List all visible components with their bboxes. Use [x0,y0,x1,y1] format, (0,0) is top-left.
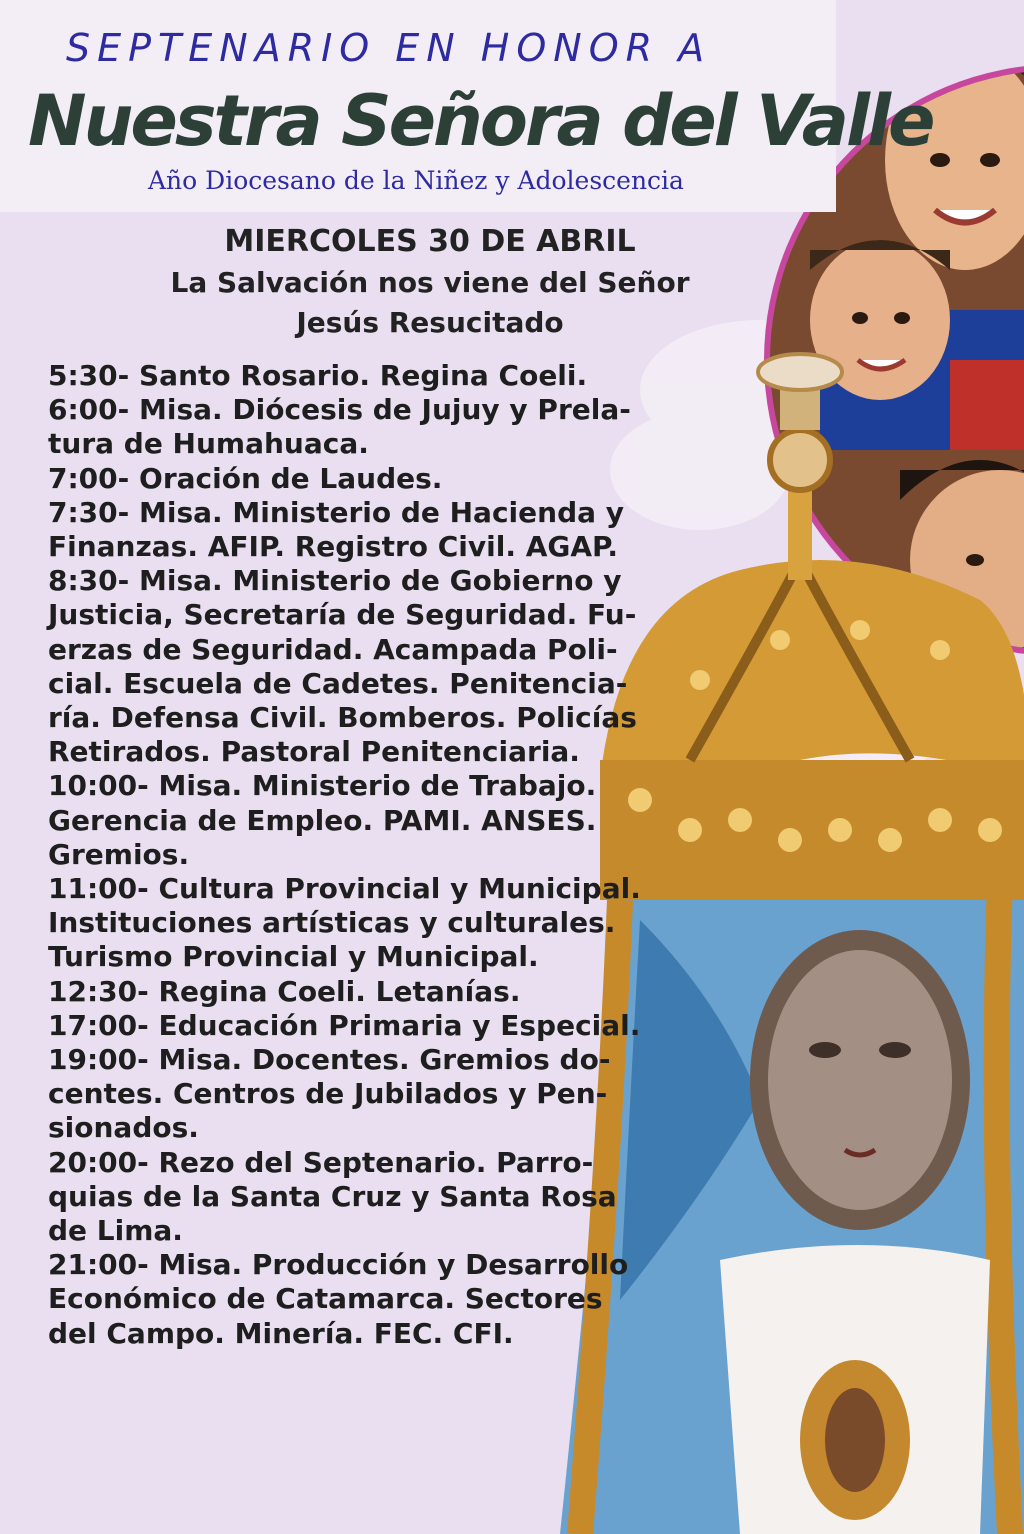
day-theme-line2: Jesús Resucitado [296,306,564,339]
header-subtitle: Año Diocesano de la Niñez y Adolescencia [148,166,684,195]
header-title: Nuestra Señora del Valle [28,80,933,162]
schedule-entry: 10:00- Misa. Ministerio de Trabajo. Gerencia de Empleo. PAMI. ANSES. Gremios. [48,769,597,871]
schedule-entry: 19:00- Misa. Docentes. Gremios do- centes. Centros de Jubilados y Pen- sionados. [48,1043,611,1145]
schedule-entry: 5:30- Santo Rosario. Regina Coeli. [48,359,588,392]
schedule-entry: 8:30- Misa. Ministerio de Gobierno y Justicia, Secretaría de Seguridad. Fu- erzas de Seguridad. Acampada Poli- cial. Escuela de Cadetes. Penitencia- ría. Defensa Civil. Bomberos. Policías Retirados. Pastoral Penitenciaria. [48,564,637,769]
schedule-entry: 6:00- Misa. Diócesis de Jujuy y Prela- tura de Humahuaca. [48,393,631,461]
schedule-list [48,359,688,1351]
schedule-entry: 7:30- Misa. Ministerio de Hacienda y Finanzas. AFIP. Registro Civil. AGAP. [48,495,625,564]
schedule-entry: 12:30- Regina Coeli. Letanías. [48,974,521,1008]
day-date: MIERCOLES 30 DE ABRIL [224,224,636,259]
schedule-entry: 11:00- Cultura Provincial y Municipal. Instituciones artísticas y culturales. Turismo Provincial y Municipal. [48,872,641,974]
header-supertitle: SEPTENARIO EN HONOR A [66,26,712,70]
schedule-entry: 7:00- Oración de Laudes. [48,461,443,495]
schedule-entry: 20:00- Rezo del Septenario. Parro- quias de la Santa Cruz y Santa Rosa de Lima. [48,1145,617,1248]
day-theme-line1: La Salvación nos viene del Señor [170,266,690,299]
schedule-entry: 21:00- Misa. Producción y Desarrollo Económico de Catamarca. Sectores del Campo. Minería. FEC. CFI. [48,1248,629,1350]
schedule-entry: 17:00- Educación Primaria y Especial. [48,1008,641,1042]
